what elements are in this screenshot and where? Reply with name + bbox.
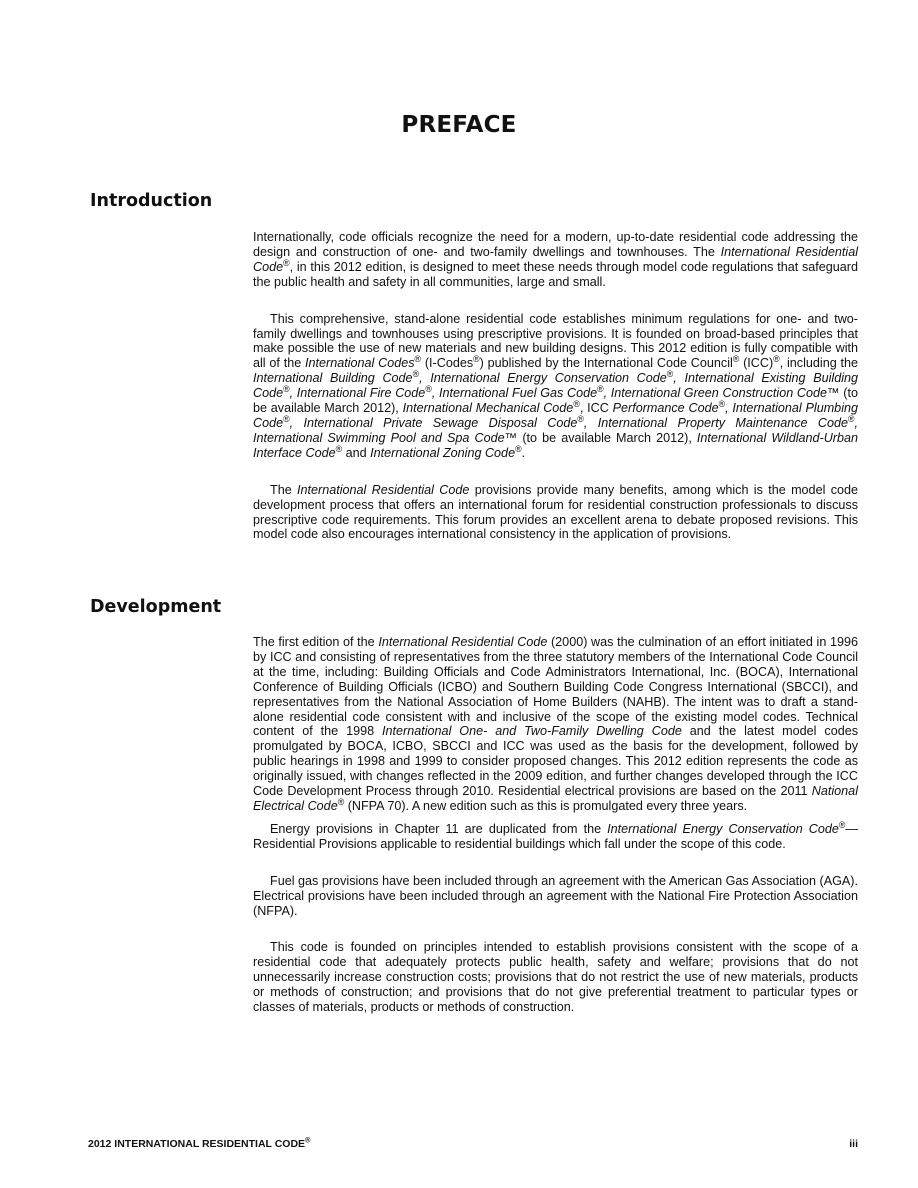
paragraph [253, 635, 858, 814]
registered-mark: ® [718, 398, 726, 409]
italic-text: International Residential Code [253, 244, 858, 274]
text-run: and [342, 445, 371, 460]
registered-mark: ® [283, 383, 290, 394]
italic-text: International Codes [305, 356, 415, 371]
text-run: , ICC [579, 401, 613, 416]
text-run: ™ (to be available March 2012), [253, 386, 859, 416]
paragraph [253, 230, 858, 290]
paragraph [253, 819, 858, 852]
registered-mark: ® [773, 354, 780, 365]
italic-text: International Wildland-Urban Interface Code [253, 430, 859, 460]
registered-mark: ® [283, 413, 290, 424]
italic-text: , International Private Sewage Disposal Code [289, 415, 578, 430]
section-heading-introduction: Introduction [90, 191, 213, 211]
text-run: . [521, 445, 526, 460]
registered-mark: ® [425, 383, 432, 394]
text-run: Fuel gas provisions have been included through an agreement with the American Gas Association (AGA). Electrical provisions have been included through an agreement with the National Fire Protection Association (NFPA). [253, 873, 858, 918]
paragraph [253, 874, 858, 919]
italic-text: , International Existing Building Code [253, 371, 859, 401]
registered-mark: ® [848, 413, 855, 424]
italic-text: , International Fuel Gas Code [431, 386, 598, 401]
italic-text: , International Property Maintenance Code [583, 415, 849, 430]
italic-text: Performance Code [612, 401, 719, 416]
italic-text: International Mechanical Code [402, 401, 574, 416]
text-run: and the latest model codes promulgated by BOCA, ICBO, SBCCI and ICC was used as the basis for the development, followed by public hearings in 1998 and 1999 to consider proposed changes. This 2012 edition represents the code as originally issued, with changes reflected in the 2009 edition, and further changes developed through the ICC Code Development Process through 2010. Residential electrical provisions are based on the 2011 [253, 724, 858, 799]
development-body [253, 635, 858, 1023]
italic-text: International Zoning Code [370, 445, 516, 460]
text-run: ™ (to be available March 2012), [504, 430, 697, 445]
registered-mark: ® [337, 796, 345, 807]
text-run: (2000) was the culmination of an effort initiated in 1996 by ICC and consisting of representatives from the three statutory members of the International Code Council at the time, including: Building Officials and Code Administrators International, Inc. (BOCA), International Conference of Building Officials (ICBO) and Southern Building Code Congress International (SBCCI), and representatives from the National Association of Home Builders (NAHB). The intent was to draft a stand-alone residential code consistent with and inclusive of the scope of the existing model codes. Technical content of the 1998 [253, 635, 858, 739]
italic-text: International Energy Conservation Code [607, 821, 839, 836]
text-run: (I-Codes [421, 356, 474, 371]
paragraph [253, 940, 858, 1015]
footer-registered-mark: ® [305, 1135, 311, 1145]
italic-text: International Residential Code [297, 482, 470, 497]
italic-text: , International Swimming Pool and Spa Code [253, 415, 859, 445]
text-run: , including the [779, 356, 859, 371]
page-title: PREFACE [401, 112, 517, 138]
footer-book-title [88, 1135, 311, 1150]
text-run: (ICC) [739, 356, 774, 371]
registered-mark: ® [283, 257, 290, 268]
registered-mark: ® [414, 354, 422, 365]
paragraph [253, 483, 858, 543]
text-run: The [270, 482, 298, 497]
text-run: This code is founded on principles intended to establish provisions consistent with the scope of a residential code that adequately protects public health, safety and welfare; provisions that do not unnecessarily increase construction costs; provisions that do not restrict the use of new materials, products or methods of construction; and provisions that do not give preferential treatment to particular types or classes of materials, products or methods of construction. [253, 940, 858, 1015]
italic-text: International One- and Two-Family Dwelling Code [382, 724, 682, 739]
registered-mark: ® [573, 398, 580, 409]
footer-page-number: iii [849, 1138, 858, 1150]
registered-mark: ® [412, 369, 420, 380]
italic-text: International Building Code [253, 371, 413, 386]
italic-text: International Energy Conservation Code [430, 371, 667, 386]
paragraph [253, 312, 858, 461]
italic-text: , International Plumbing Code [253, 401, 858, 430]
text-run: Internationally, code officials recognize the need for a modern, up-to-date residential code addressing the design and construction of one- and two-family dwellings and townhouses. The [253, 230, 858, 259]
italic-text: , International Fire Code [289, 386, 426, 401]
italic-text: National Electrical Code [253, 784, 858, 813]
section-heading-development: Development [90, 597, 222, 617]
text-run: , in this 2012 edition, is designed to meet these needs through model code regulations that safeguard the public health and safety in all communities, large and small. [253, 259, 858, 289]
registered-mark: ® [666, 369, 674, 380]
registered-mark: ® [473, 354, 480, 365]
text-run: ) published by the International Code Council [479, 356, 733, 371]
footer-title-text: 2012 INTERNATIONAL RESIDENTIAL CODE [88, 1138, 306, 1150]
text-run: (NFPA 70). A new edition such as this is promulgated every three years. [344, 798, 748, 813]
text-run: provisions provide many benefits, among which is the model code development process that offers an international forum for residential construction professionals to discuss prescriptive code requirements. This forum provides an excellent arena to debate proposed revisions. This model code also encourages international consistency in the application of provisions. [253, 482, 859, 542]
text-run: This comprehensive, stand-alone residential code establishes minimum regulations for one- and two-family dwellings and townhouses using prescriptive provisions. It is founded on broad-based principles that make possible the use of new materials and new building designs. This 2012 edition is fully compatible with all of the [253, 311, 858, 371]
italic-text: , [419, 371, 431, 386]
registered-mark: ® [577, 413, 584, 424]
text-run: The first edition of the [253, 635, 379, 649]
text-run: Energy provisions in Chapter 11 are duplicated from the [270, 821, 608, 836]
registered-mark: ® [732, 354, 740, 365]
introduction-body [253, 230, 858, 550]
italic-text: International Residential Code [378, 635, 548, 649]
italic-text: , International Green Construction Code [603, 386, 828, 401]
registered-mark: ® [515, 443, 522, 454]
registered-mark: ® [597, 383, 604, 394]
text-run: —Residential Provisions applicable to residential buildings which fall under the scope of this code. [253, 821, 858, 851]
registered-mark: ® [838, 819, 846, 830]
registered-mark: ® [335, 443, 343, 454]
